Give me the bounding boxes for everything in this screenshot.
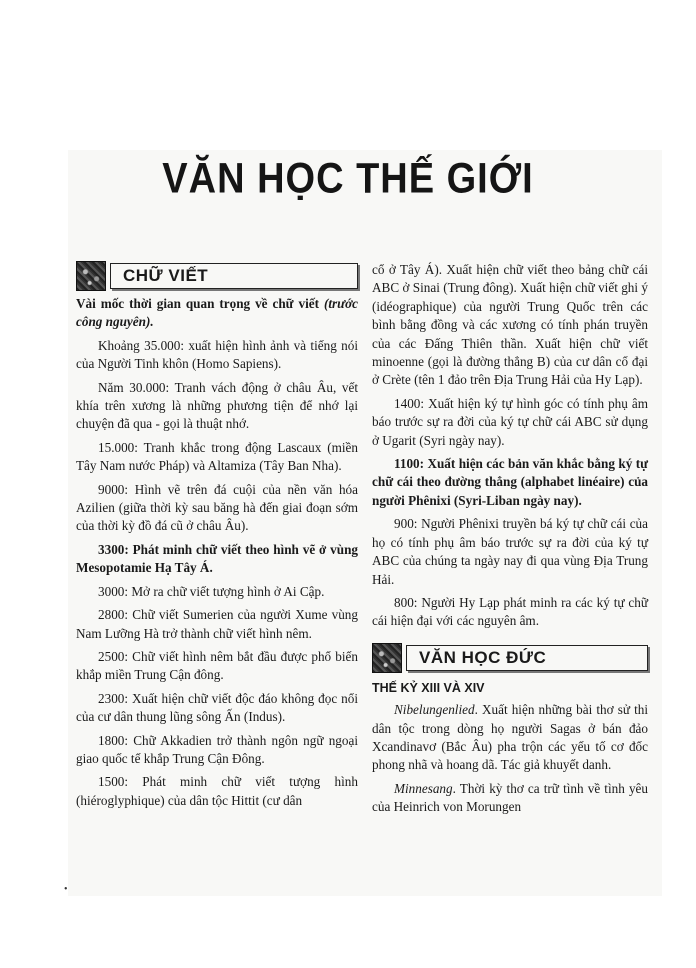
right-column <box>372 261 648 822</box>
paragraph <box>372 701 648 775</box>
paragraph: 2800: Chữ viết Sumerien của người Xume vùng Nam Lưỡng Hà trở thành chữ viết hình nêm. <box>76 607 358 641</box>
paragraph: 15.000: Tranh khắc trong động Lascaux (miền Tây Nam nước Pháp) và Altamiza (Tây Ban Nha). <box>76 439 358 474</box>
paragraph: 3000: Mở ra chữ viết tượng hình ở Ai Cập. <box>98 583 325 599</box>
paragraph: 3300: Phát minh chữ viết theo hình vẽ ở vùng Mesopotamie Hạ Tây Á. <box>76 541 358 576</box>
paragraph: 1100: Xuất hiện các bản văn khắc bằng ký tự chữ cái theo đường thẳng (alphabet linéaire) của người Phênixi (Syri-Liban ngày nay). <box>372 456 648 508</box>
intro-bold: Vài mốc thời gian quan trọng về chữ viết <box>76 296 320 311</box>
work-title: Nibelungenlied <box>394 702 475 718</box>
work-title: Minnesang <box>394 780 453 796</box>
paragraph-text: . Xuất hiện những bài thơ sử thi dân tộc trong dòng họ người Sagas ở bán đảo Xcandinavơ (Bắc Âu) pha trộn các yếu tố cơ đốc phong nhã và hoang dã. Tác giả khuyết danh. <box>372 702 648 773</box>
paragraph: 1800: Chữ Akkadien trở thành ngôn ngữ ngoại giao quốc tế khắp Trung Cận Đông. <box>76 732 358 766</box>
paragraph: 1500: Phát minh chữ viết tượng hình (hiéroglyphique) của dân tộc Hittit (cư dân <box>76 774 358 808</box>
paragraph: 800: Người Hy Lạp phát minh ra các ký tự chữ cái hiện đại với các nguyên âm. <box>372 594 648 629</box>
scan-mark: • <box>64 884 68 895</box>
paragraph-text: . Thời kỳ thơ ca trữ tình về tình yêu của Heinrich von Morungen <box>372 780 648 815</box>
paragraph: cổ ở Tây Á). Xuất hiện chữ viết theo bảng chữ cái ABC ở Sinai (Trung đông). Xuất hiện chữ viết ghi ý (idéographique) của người Trung Quốc trên các bình bằng đồng và các xương có tính phán truyền của các Đấng Thiên thần. Xuất hiện chữ viết minoenne (gọi là đường thẳng B) của cư dân cổ đại ở Crète (tên 1 đảo trên Địa Trung Hải của Hy Lạp). <box>372 262 648 388</box>
section-title: CHỮ VIẾT <box>110 263 358 289</box>
section-title: VĂN HỌC ĐỨC <box>406 645 648 671</box>
section-header-chu-viet <box>76 261 358 291</box>
section-header-van-hoc-duc <box>372 643 648 673</box>
page-title: VĂN HỌC THẾ GIỚI <box>162 155 534 203</box>
intro <box>76 295 358 332</box>
paragraph: 900: Người Phênixi truyền bá ký tự chữ cái của họ có tính phụ âm báo trước sự ra đời của ký tự ABC của chúng ta ngày nay đi qua vùng Địa Trung Hải. <box>372 516 648 587</box>
paragraph: 1400: Xuất hiện ký tự hình góc có tính phụ âm báo trước sự ra đời của ký tự chữ cái ABC sử dụng ở Ugarit (Syri ngày nay). <box>372 395 648 448</box>
subheading: THẾ KỶ XIII VÀ XIV <box>372 680 485 695</box>
paragraph: 9000: Hình vẽ trên đá cuội của nền văn hóa Azilien (giữa thời kỳ sau băng hà đến giai đoạn sớm của thời kỳ đồ đá cũ ở châu Âu). <box>76 481 358 534</box>
texture-icon <box>76 261 106 291</box>
paragraph: Khoảng 35.000: xuất hiện hình ảnh và tiếng nói của Người Tinh khôn (Homo Sapiens). <box>76 337 358 372</box>
texture-icon <box>372 643 402 673</box>
paragraph <box>372 780 648 817</box>
intro-italic: (trước công nguyên). <box>76 296 359 330</box>
paragraph: 2500: Chữ viết hình nêm bắt đầu được phổ biến khắp miền Trung Cận đông. <box>76 648 358 683</box>
left-column <box>76 261 358 815</box>
paragraph: 2300: Xuất hiện chữ viết độc đáo không đọc nổi của cư dân thung lũng sông Ấn (Indus). <box>76 690 358 725</box>
paragraph: Năm 30.000: Tranh vách động ở châu Âu, vết khía trên xương là những phương tiện để nhớ lại chuyện đã qua - gọi là thuật nhớ. <box>76 379 358 432</box>
